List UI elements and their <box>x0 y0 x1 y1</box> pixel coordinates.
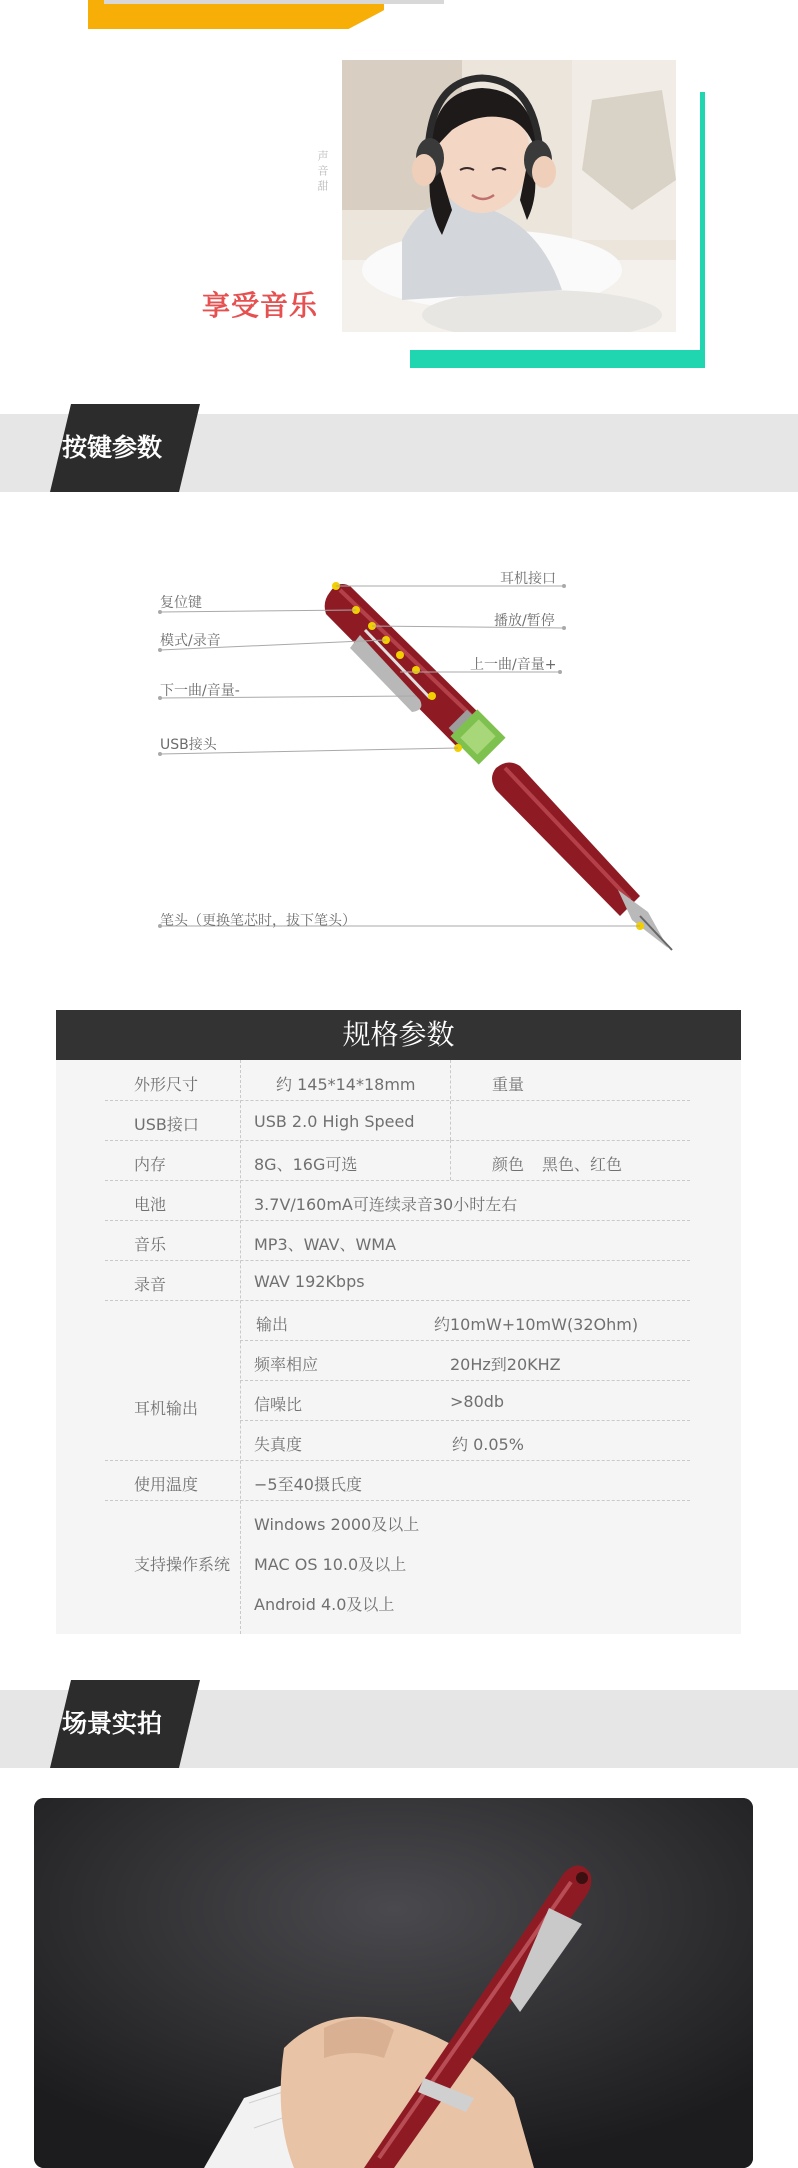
spec-snr-label: 信噪比 <box>254 1395 303 1414</box>
spec-weight-label: 重量 <box>492 1075 525 1094</box>
spec-freq-label: 频率相应 <box>254 1355 319 1374</box>
scene-tab-corner <box>186 1680 198 1688</box>
pen-lower-body <box>492 762 672 950</box>
spec-os-value: MAC OS 10.0及以上 <box>254 1555 407 1574</box>
spec-os-value: Android 4.0及以上 <box>254 1595 395 1614</box>
spec-temp-value: −5至40摄氏度 <box>254 1475 362 1494</box>
spec-temp-label: 使用温度 <box>134 1475 199 1494</box>
spec-rule <box>105 1300 690 1301</box>
spec-rule <box>240 1340 690 1341</box>
spec-rule <box>105 1500 690 1501</box>
label-pen-tip: 笔头（更换笔芯时，拔下笔头） <box>160 913 356 929</box>
hand-writing-pen-illustration <box>34 1798 753 2168</box>
headphones-illustration <box>342 60 676 332</box>
spec-distortion-value: 约 0.05% <box>452 1435 524 1454</box>
spec-rule <box>240 1420 690 1421</box>
spec-output-label: 输出 <box>256 1315 289 1334</box>
woman-headphones-photo <box>342 60 676 332</box>
enjoy-music-title: 享受音乐 <box>202 289 319 322</box>
keys-section-title: 按键参数 <box>62 433 163 462</box>
spec-size-label: 外形尺寸 <box>134 1075 199 1094</box>
spec-rule <box>105 1100 690 1101</box>
spec-snr-value: >80db <box>450 1392 505 1411</box>
spec-os-value: Windows 2000及以上 <box>254 1515 420 1534</box>
scene-section-title: 场景实拍 <box>62 1709 163 1738</box>
spec-divider-v1 <box>240 1060 241 1634</box>
spec-memory-value: 8G、16G可选 <box>254 1155 358 1174</box>
specs-table <box>56 1060 741 1634</box>
spec-usb-value: USB 2.0 High Speed <box>254 1112 415 1131</box>
specs-title: 规格参数 <box>56 1010 741 1060</box>
spec-distortion-label: 失真度 <box>254 1435 303 1454</box>
spec-divider-v3 <box>450 1140 451 1180</box>
vertical-caption: 声音甜 <box>316 150 329 195</box>
keys-tab-corner <box>186 404 198 412</box>
spec-battery-value: 3.7V/160mA可连续录音30小时左右 <box>254 1195 518 1214</box>
label-reset-key: 复位键 <box>160 595 202 611</box>
spec-rule <box>105 1140 690 1141</box>
label-prev-vol-down: 下一曲/音量- <box>160 683 240 699</box>
spec-memory-label: 内存 <box>134 1155 167 1174</box>
label-mode-record: 模式/录音 <box>160 633 221 649</box>
spec-rule <box>240 1380 690 1381</box>
spec-battery-label: 电池 <box>134 1195 167 1214</box>
spec-record-value: WAV 192Kbps <box>254 1272 365 1291</box>
label-next-vol-up: 上一曲/音量+ <box>470 657 557 673</box>
label-usb: USB接头 <box>160 737 217 753</box>
spec-color-value: 黑色、红色 <box>542 1155 623 1174</box>
spec-record-label: 录音 <box>134 1275 167 1294</box>
label-earphone-jack: 耳机接口 <box>500 571 556 587</box>
spec-usb-label: USB接口 <box>134 1115 199 1134</box>
spec-music-label: 音乐 <box>134 1235 167 1254</box>
spec-rule <box>105 1220 690 1221</box>
spec-freq-value: 20Hz到20KHZ <box>450 1355 561 1374</box>
spec-headphone-label: 耳机输出 <box>134 1399 199 1418</box>
spec-output-value: 约10mW+10mW(32Ohm) <box>434 1315 639 1334</box>
spec-rule <box>105 1180 690 1181</box>
pen-diagram <box>0 540 798 980</box>
spec-color-label: 颜色 <box>492 1155 525 1174</box>
scene-photo <box>34 1798 753 2168</box>
spec-music-value: MP3、WAV、WMA <box>254 1235 397 1254</box>
label-play-pause: 播放/暂停 <box>494 613 555 629</box>
spec-os-label: 支持操作系统 <box>134 1555 231 1574</box>
spec-rule <box>105 1460 690 1461</box>
banner-yellow-strip <box>88 0 384 29</box>
spec-rule <box>105 1260 690 1261</box>
banner-image-edge <box>104 0 444 4</box>
spec-size-value: 约 145*14*18mm <box>276 1075 416 1094</box>
